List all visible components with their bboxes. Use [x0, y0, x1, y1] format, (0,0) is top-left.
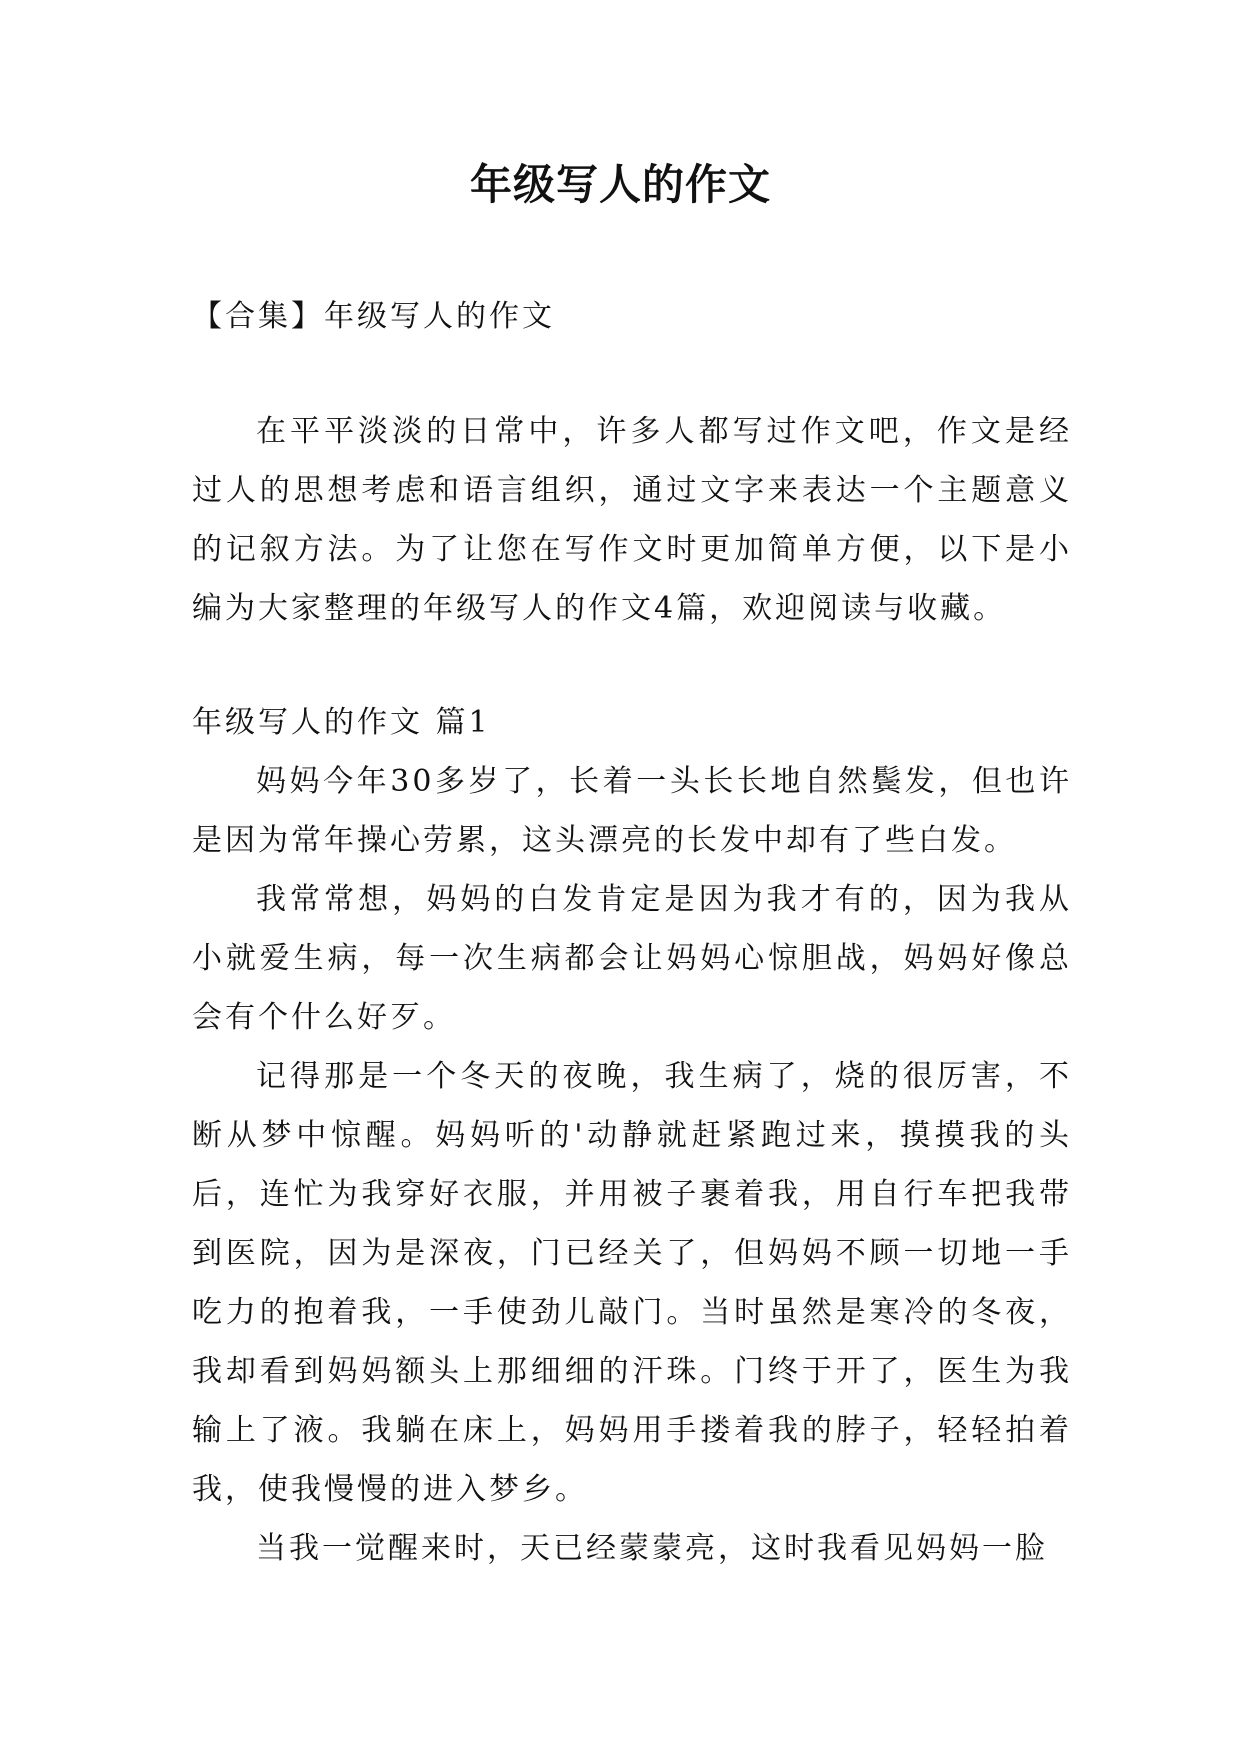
essay-body: [192, 752, 1072, 1578]
intro-paragraph: 在平平淡淡的日常中，许多人都写过作文吧，作文是经过人的思想考虑和语言组织，通过文字来表达一个主题意义的记叙方法。为了让您在写作文时更加简单方便，以下是小编为大家整理的年级写人的作文4篇，欢迎阅读与收藏。: [192, 414, 1072, 626]
body-paragraph: 妈妈今年30多岁了，长着一头长长地自然鬓发，但也许是因为常年操心劳累，这头漂亮的长发中却有了些白发。: [192, 764, 1072, 858]
section-heading: 年级写人的作文 篇1: [192, 705, 491, 740]
body-paragraph: 我常常想，妈妈的白发肯定是因为我才有的，因为我从小就爱生病，每一次生病都会让妈妈心惊胆战，妈妈好像总会有个什么好歹。: [192, 882, 1072, 1035]
body-paragraph: 当我一觉醒来时，天已经蒙蒙亮，这时我看见妈妈一脸: [256, 1531, 1048, 1566]
document-title: 年级写人的作文: [469, 160, 771, 209]
body-paragraph: 记得那是一个冬天的夜晚，我生病了，烧的很厉害，不断从梦中惊醒。妈妈听的'动静就赶紧跑过来，摸摸我的头后，连忙为我穿好衣服，并用被子裹着我，用自行车把我带到医院，因为是深夜，门已经关了，但妈妈不顾一切地一手吃力的抱着我，一手使劲儿敲门。当时虽然是寒冷的冬夜，我却看到妈妈额头上那细细的汗珠。门终于开了，医生为我输上了液。我躺在床上，妈妈用手搂着我的脖子，轻轻拍着我，使我慢慢的进入梦乡。: [192, 1059, 1072, 1507]
document-subtitle: 【合集】年级写人的作文: [192, 299, 555, 334]
